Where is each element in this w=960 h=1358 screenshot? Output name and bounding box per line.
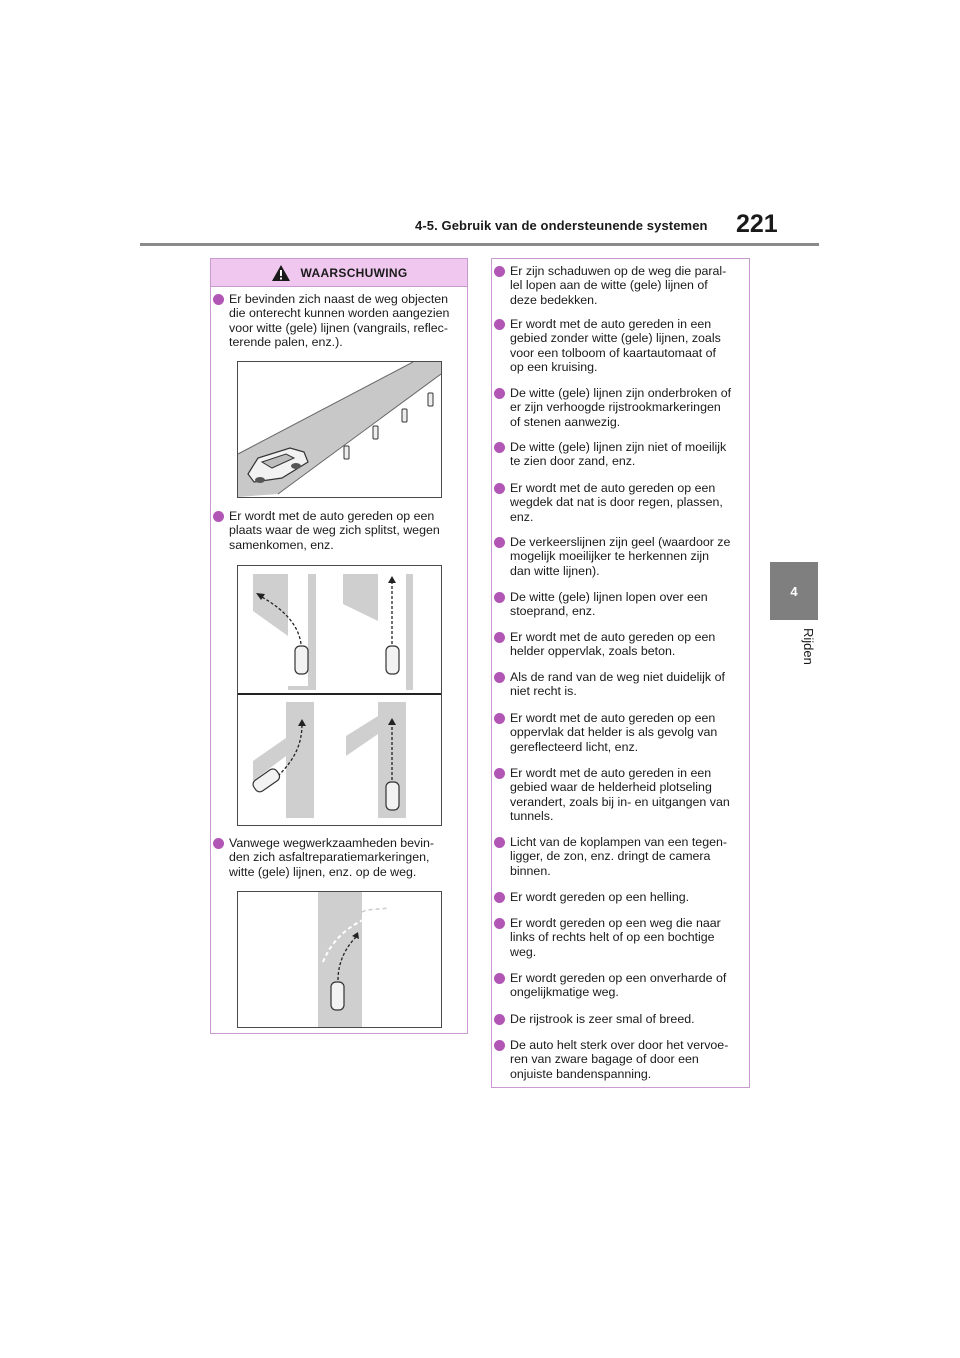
illustration-guardrail-posts xyxy=(237,361,442,498)
warning-item-1 xyxy=(213,292,465,350)
condition-item-text: Er wordt gereden op een weg die naar links of rechts helt of op een bochtige weg. xyxy=(510,916,721,959)
illustration-road-repair-markings xyxy=(237,891,442,1028)
bullet-icon xyxy=(494,592,505,603)
condition-item xyxy=(494,711,748,754)
section-title: 4-5. Gebruik van de ondersteunende systemen xyxy=(415,218,708,233)
condition-item xyxy=(494,971,748,1000)
warning-header xyxy=(211,259,467,287)
condition-item xyxy=(494,835,748,878)
warning-item-text: Er wordt met de auto gereden op een plaats waar de weg zich splitst, wegen samenkomen, enz. xyxy=(229,509,440,552)
bullet-icon xyxy=(494,973,505,984)
condition-item xyxy=(494,670,748,699)
bullet-icon xyxy=(494,672,505,683)
condition-item xyxy=(494,590,748,619)
bullet-icon xyxy=(494,1040,505,1051)
condition-item xyxy=(494,1038,748,1081)
warning-item-2 xyxy=(213,509,465,552)
bullet-icon xyxy=(494,442,505,453)
bullet-icon xyxy=(494,768,505,779)
bullet-icon xyxy=(213,511,224,522)
bullet-icon xyxy=(494,837,505,848)
condition-item-text: De rijstrook is zeer smal of breed. xyxy=(510,1012,695,1026)
condition-item-text: De witte (gele) lijnen zijn niet of moeilijk te zien door zand, enz. xyxy=(510,440,727,469)
condition-item xyxy=(494,317,748,375)
condition-item xyxy=(494,481,748,524)
bullet-icon xyxy=(494,892,505,903)
condition-item xyxy=(494,264,748,307)
warning-triangle-icon xyxy=(271,264,291,282)
bullet-icon xyxy=(494,388,505,399)
road-split-merge-drawing xyxy=(238,566,441,825)
warning-title: WAARSCHUWING xyxy=(300,265,408,280)
page-number: 221 xyxy=(736,210,778,238)
condition-item-text: De witte (gele) lijnen zijn onderbroken of er zijn verhoogde rijstrookmarkeringen of stenen aanwezig. xyxy=(510,386,732,429)
condition-item-text: Er wordt met de auto gereden op een helder oppervlak, zoals beton. xyxy=(510,630,716,659)
condition-item xyxy=(494,766,748,824)
road-repair-markings-drawing xyxy=(238,892,441,1027)
condition-item-text: Er wordt met de auto gereden op een wegdek dat nat is door regen, plassen, enz. xyxy=(510,481,723,524)
bullet-icon xyxy=(494,483,505,494)
chapter-label: Rijden xyxy=(801,628,816,665)
bullet-icon xyxy=(213,294,224,305)
condition-item xyxy=(494,440,748,469)
condition-item xyxy=(494,916,748,959)
condition-item xyxy=(494,1012,748,1026)
bullet-icon xyxy=(494,918,505,929)
condition-item-text: Als de rand van de weg niet duidelijk of niet recht is. xyxy=(510,670,725,699)
chapter-number: 4 xyxy=(790,583,798,599)
bullet-icon xyxy=(494,537,505,548)
condition-item-text: Er zijn schaduwen op de weg die paral- lel lopen aan de witte (gele) lijnen of deze bedekken. xyxy=(510,264,727,307)
guardrail-posts-drawing xyxy=(238,362,441,497)
warning-item-text: Vanwege wegwerkzaamheden bevin- den zich asfaltreparatiemarkeringen, witte (gele) lijnen, enz. op de weg. xyxy=(229,836,435,879)
condition-item-text: Er wordt gereden op een helling. xyxy=(510,890,690,904)
bullet-icon xyxy=(494,1014,505,1025)
bullet-icon xyxy=(494,632,505,643)
warning-item-3 xyxy=(213,836,465,879)
condition-item xyxy=(494,630,748,659)
illustration-road-split-merge xyxy=(237,565,442,826)
condition-item-text: De witte (gele) lijnen lopen over een stoeprand, enz. xyxy=(510,590,708,619)
bullet-icon xyxy=(494,319,505,330)
chapter-tab xyxy=(770,562,818,620)
condition-item-text: De auto helt sterk over door het vervoe- ren van zware bagage of door een onjuiste bandenspanning. xyxy=(510,1038,729,1081)
condition-item-text: Er wordt met de auto gereden in een gebied zonder witte (gele) lijnen, zoals voor een tolboom of kaartautomaat of op een kruising. xyxy=(510,317,721,375)
condition-item-text: Er wordt gereden op een onverharde of ongelijkmatige weg. xyxy=(510,971,727,1000)
condition-item-text: Er wordt met de auto gereden in een gebied waar de helderheid plotseling verandert, zoals bij in- en uitgangen van tunnels. xyxy=(510,766,730,824)
bullet-icon xyxy=(213,838,224,849)
bullet-icon xyxy=(494,266,505,277)
condition-item-text: Er wordt met de auto gereden op een oppervlak dat helder is als gevolg van gereflecteerd licht, enz. xyxy=(510,711,718,754)
bullet-icon xyxy=(494,713,505,724)
header-rule xyxy=(140,243,819,246)
condition-item xyxy=(494,535,748,578)
condition-item-text: Licht van de koplampen van een tegen- ligger, de zon, enz. dringt de camera binnen. xyxy=(510,835,727,878)
condition-item xyxy=(494,890,748,904)
warning-item-text: Er bevinden zich naast de weg objecten die onterecht kunnen worden aangezien voor witte (gele) lijnen (vangrails, reflec- terende palen, enz.). xyxy=(229,292,450,350)
condition-item xyxy=(494,386,748,429)
condition-item-text: De verkeerslijnen zijn geel (waardoor ze mogelijk moeilijker te herkennen zijn dan witte lijnen). xyxy=(510,535,731,578)
